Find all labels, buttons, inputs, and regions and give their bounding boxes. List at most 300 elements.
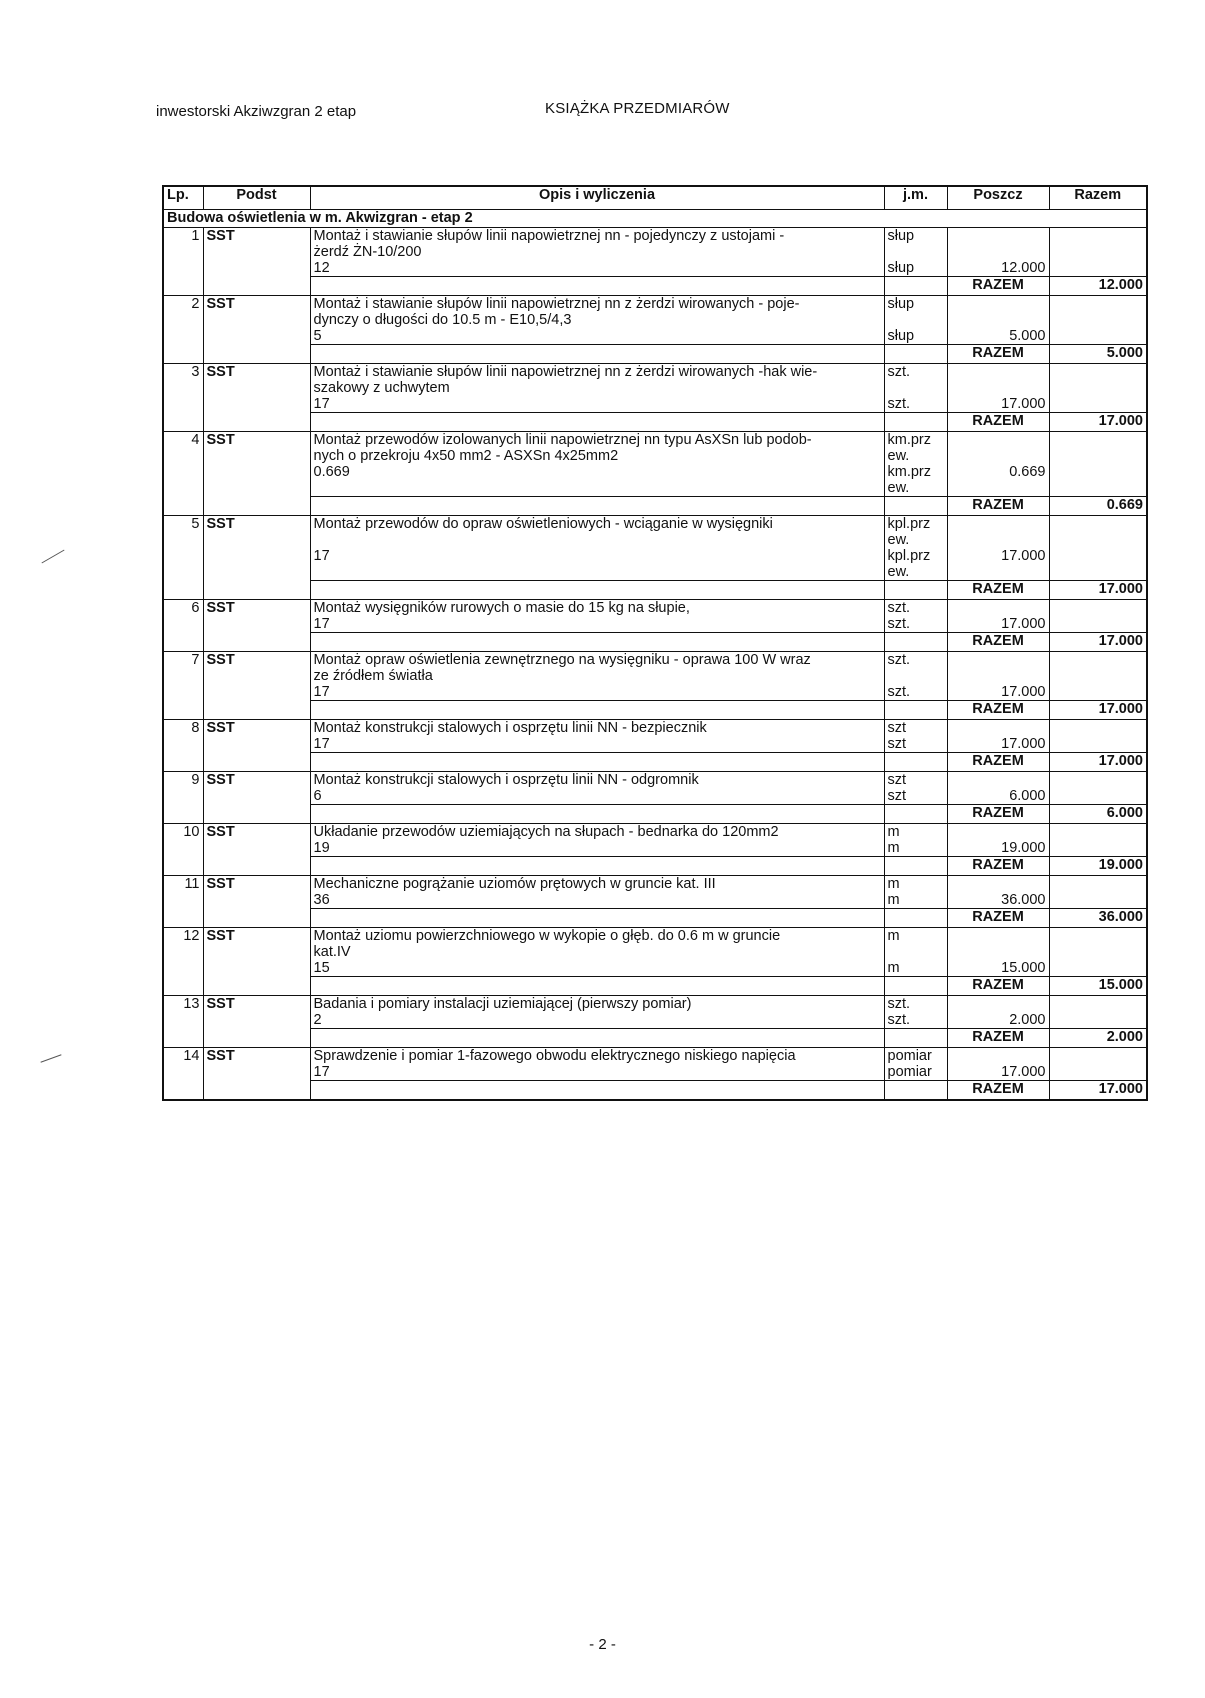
row-razem-empty <box>1049 432 1147 497</box>
row-razem-empty <box>1049 296 1147 345</box>
col-header-podst: Podst <box>203 186 310 210</box>
row-unit <box>884 720 947 753</box>
razem-row <box>163 857 1147 876</box>
razem-jm-empty <box>884 581 947 600</box>
row-razem-empty <box>1049 600 1147 633</box>
razem-value: 17.000 <box>1049 581 1147 600</box>
poszcz-spacer <box>951 652 1046 668</box>
poszcz-spacer <box>951 448 1046 464</box>
razem-jm-empty <box>884 909 947 928</box>
row-unit <box>884 928 947 977</box>
row-podst: SST <box>203 296 310 345</box>
description-line: 17 <box>313 396 330 412</box>
description-line <box>314 532 881 548</box>
description-line: 12 <box>313 260 330 276</box>
row-unit <box>884 772 947 805</box>
document-subtitle: inwestorski Akziwzgran 2 etap <box>156 103 357 120</box>
razem-lp-empty <box>163 345 203 364</box>
description-line: 19 <box>313 840 330 856</box>
poszcz-spacer <box>951 296 1046 312</box>
row-razem-empty <box>1049 928 1147 977</box>
razem-row <box>163 701 1147 720</box>
description-line: nych o przekroju 4x50 mm2 - ASXSn 4x25mm2 <box>313 448 619 464</box>
description-line: 5 <box>313 328 322 344</box>
row-description <box>310 876 884 909</box>
row-razem-empty <box>1049 652 1147 701</box>
unit-line: ew. <box>887 480 910 496</box>
row-description <box>310 996 884 1029</box>
razem-jm-empty <box>884 1029 947 1048</box>
razem-podst-empty <box>203 277 310 296</box>
poszcz-value: 17.000 <box>1001 736 1046 752</box>
razem-podst-empty <box>203 633 310 652</box>
row-poszcz <box>947 996 1049 1029</box>
razem-value: 12.000 <box>1049 277 1147 296</box>
razem-lp-empty <box>163 497 203 516</box>
description-line: 17 <box>313 736 330 752</box>
unit-line: szt <box>887 788 907 804</box>
description-line: Montaż wysięgników rurowych o masie do 15 kg na słupie, <box>313 600 690 616</box>
razem-podst-empty <box>203 753 310 772</box>
razem-opis-empty <box>310 1029 884 1048</box>
razem-jm-empty <box>884 345 947 364</box>
razem-label: RAZEM <box>947 581 1049 600</box>
poszcz-spacer <box>951 1048 1046 1064</box>
row-lp: 5 <box>163 516 203 581</box>
razem-opis-empty <box>310 497 884 516</box>
row-poszcz <box>947 772 1049 805</box>
poszcz-value: 36.000 <box>1001 892 1046 908</box>
col-header-razem: Razem <box>1049 186 1147 210</box>
razem-value: 19.000 <box>1049 857 1147 876</box>
description-line: szakowy z uchwytem <box>313 380 450 396</box>
table-row <box>163 432 1147 497</box>
row-razem-empty <box>1049 516 1147 581</box>
row-podst: SST <box>203 824 310 857</box>
page-number: - 2 - <box>589 1636 616 1653</box>
razem-lp-empty <box>163 277 203 296</box>
razem-jm-empty <box>884 977 947 996</box>
razem-podst-empty <box>203 701 310 720</box>
description-line: ze źródłem światła <box>313 668 433 684</box>
razem-opis-empty <box>310 857 884 876</box>
unit-line: m <box>887 928 900 944</box>
poszcz-value: 0.669 <box>1009 464 1046 480</box>
col-header-jm: j.m. <box>884 186 947 210</box>
row-poszcz <box>947 228 1049 277</box>
row-lp: 1 <box>163 228 203 277</box>
description-line: Montaż i stawianie słupów linii napowietrznej nn z żerdzi wirowanych -hak wie- <box>313 364 818 380</box>
poszcz-value: 19.000 <box>1001 840 1046 856</box>
razem-podst-empty <box>203 909 310 928</box>
unit-line: szt. <box>887 616 911 632</box>
razem-label: RAZEM <box>947 701 1049 720</box>
table-header-row <box>163 186 1147 210</box>
poszcz-spacer <box>951 228 1046 244</box>
description-line: Mechaniczne pogrążanie uziomów prętowych w gruncie kat. III <box>313 876 716 892</box>
row-podst: SST <box>203 1048 310 1081</box>
razem-opis-empty <box>310 277 884 296</box>
razem-lp-empty <box>163 909 203 928</box>
row-poszcz <box>947 876 1049 909</box>
row-poszcz <box>947 296 1049 345</box>
razem-lp-empty <box>163 1029 203 1048</box>
razem-lp-empty <box>163 857 203 876</box>
row-razem-empty <box>1049 364 1147 413</box>
table-row <box>163 772 1147 805</box>
row-poszcz <box>947 364 1049 413</box>
unit-line: szt <box>887 720 907 736</box>
unit-line: szt. <box>887 996 911 1012</box>
row-unit <box>884 296 947 345</box>
description-line: żerdź ŻN-10/200 <box>313 244 422 260</box>
razem-podst-empty <box>203 977 310 996</box>
poszcz-spacer <box>951 600 1046 616</box>
description-line: 6 <box>313 788 322 804</box>
row-poszcz <box>947 824 1049 857</box>
description-line: dynczy o długości do 10.5 m - E10,5/4,3 <box>313 312 572 328</box>
description-line: Montaż i stawianie słupów linii napowietrznej nn - pojedynczy z ustojami - <box>313 228 785 244</box>
unit-line: słup <box>887 260 915 276</box>
scan-mark <box>40 1054 61 1062</box>
poszcz-spacer <box>951 944 1046 960</box>
row-lp: 6 <box>163 600 203 633</box>
row-razem-empty <box>1049 996 1147 1029</box>
poszcz-spacer <box>951 720 1046 736</box>
row-razem-empty <box>1049 876 1147 909</box>
unit-line: szt. <box>887 600 911 616</box>
razem-label: RAZEM <box>947 1029 1049 1048</box>
razem-row <box>163 277 1147 296</box>
razem-value: 15.000 <box>1049 977 1147 996</box>
row-poszcz <box>947 720 1049 753</box>
boq-body <box>163 210 1147 1101</box>
razem-podst-empty <box>203 857 310 876</box>
row-unit <box>884 364 947 413</box>
document-title: KSIĄŻKA PRZEDMIARÓW <box>545 100 730 117</box>
section-title: Budowa oświetlenia w m. Akwizgran - etap 2 <box>163 210 1147 228</box>
row-podst: SST <box>203 876 310 909</box>
unit-line: ew. <box>887 564 910 580</box>
unit-line: pomiar <box>887 1048 932 1064</box>
row-unit <box>884 600 947 633</box>
razem-value: 17.000 <box>1049 701 1147 720</box>
row-lp: 13 <box>163 996 203 1029</box>
razem-jm-empty <box>884 805 947 824</box>
row-description <box>310 928 884 977</box>
razem-row <box>163 1029 1147 1048</box>
razem-row <box>163 497 1147 516</box>
razem-value: 5.000 <box>1049 345 1147 364</box>
razem-row <box>163 753 1147 772</box>
description-line: Montaż przewodów izolowanych linii napowietrznej nn typu AsXSn lub podob- <box>313 432 812 448</box>
poszcz-spacer <box>951 244 1046 260</box>
unit-line: pomiar <box>887 1064 932 1080</box>
row-description <box>310 296 884 345</box>
description-line: Montaż przewodów do opraw oświetleniowych - wciąganie w wysięgniki <box>313 516 773 532</box>
poszcz-value: 17.000 <box>1001 616 1046 632</box>
table-row <box>163 516 1147 581</box>
row-podst: SST <box>203 996 310 1029</box>
table-row <box>163 996 1147 1029</box>
row-poszcz <box>947 432 1049 497</box>
poszcz-spacer <box>951 928 1046 944</box>
table-row <box>163 364 1147 413</box>
boq-table <box>162 185 1148 1101</box>
razem-value: 6.000 <box>1049 805 1147 824</box>
description-line: 0.669 <box>313 464 350 480</box>
poszcz-value: 12.000 <box>1001 260 1046 276</box>
description-line: 36 <box>313 892 330 908</box>
poszcz-spacer <box>951 824 1046 840</box>
razem-value: 0.669 <box>1049 497 1147 516</box>
razem-opis-empty <box>310 753 884 772</box>
razem-podst-empty <box>203 345 310 364</box>
razem-lp-empty <box>163 1081 203 1101</box>
unit-line: szt. <box>887 396 911 412</box>
unit-line: kpl.prz <box>887 548 931 564</box>
razem-label: RAZEM <box>947 753 1049 772</box>
razem-opis-empty <box>310 701 884 720</box>
poszcz-spacer <box>951 876 1046 892</box>
razem-podst-empty <box>203 1081 310 1101</box>
razem-label: RAZEM <box>947 977 1049 996</box>
poszcz-spacer <box>951 364 1046 380</box>
poszcz-value: 17.000 <box>1001 548 1046 564</box>
row-unit <box>884 996 947 1029</box>
row-description <box>310 432 884 497</box>
row-lp: 14 <box>163 1048 203 1081</box>
table-row <box>163 652 1147 701</box>
unit-line <box>888 244 944 260</box>
razem-jm-empty <box>884 701 947 720</box>
razem-podst-empty <box>203 413 310 432</box>
razem-lp-empty <box>163 581 203 600</box>
table-row <box>163 1048 1147 1081</box>
poszcz-spacer <box>951 668 1046 684</box>
unit-line: m <box>887 824 900 840</box>
row-lp: 11 <box>163 876 203 909</box>
poszcz-value: 2.000 <box>1009 1012 1046 1028</box>
razem-opis-empty <box>310 413 884 432</box>
row-podst: SST <box>203 720 310 753</box>
row-lp: 7 <box>163 652 203 701</box>
poszcz-value: 17.000 <box>1001 1064 1046 1080</box>
unit-line: m <box>887 876 900 892</box>
unit-line: ew. <box>887 532 910 548</box>
description-line: 17 <box>313 1064 330 1080</box>
row-lp: 4 <box>163 432 203 497</box>
row-description <box>310 364 884 413</box>
table-row <box>163 600 1147 633</box>
row-poszcz <box>947 1048 1049 1081</box>
unit-line: m <box>887 840 900 856</box>
row-description <box>310 772 884 805</box>
row-unit <box>884 516 947 581</box>
poszcz-spacer <box>951 564 1046 580</box>
row-podst: SST <box>203 228 310 277</box>
razem-podst-empty <box>203 1029 310 1048</box>
unit-line <box>888 380 944 396</box>
unit-line: ew. <box>887 448 910 464</box>
description-line <box>314 564 881 580</box>
description-line: Montaż opraw oświetlenia zewnętrznego na wysięgniku - oprawa 100 W wraz <box>313 652 811 668</box>
razem-value: 17.000 <box>1049 1081 1147 1101</box>
razem-jm-empty <box>884 413 947 432</box>
scan-mark <box>41 550 64 564</box>
unit-line: słup <box>887 296 915 312</box>
poszcz-spacer <box>951 432 1046 448</box>
row-description <box>310 824 884 857</box>
razem-row <box>163 633 1147 652</box>
razem-podst-empty <box>203 581 310 600</box>
razem-value: 17.000 <box>1049 753 1147 772</box>
razem-row <box>163 977 1147 996</box>
poszcz-spacer <box>951 480 1046 496</box>
row-unit <box>884 876 947 909</box>
row-lp: 3 <box>163 364 203 413</box>
row-poszcz <box>947 928 1049 977</box>
row-razem-empty <box>1049 1048 1147 1081</box>
unit-line: szt <box>887 772 907 788</box>
unit-line: kpl.prz <box>887 516 931 532</box>
row-poszcz <box>947 600 1049 633</box>
razem-label: RAZEM <box>947 277 1049 296</box>
row-razem-empty <box>1049 228 1147 277</box>
razem-value: 17.000 <box>1049 633 1147 652</box>
unit-line <box>888 668 944 684</box>
description-line: Montaż konstrukcji stalowych i osprzętu linii NN - odgromnik <box>313 772 699 788</box>
unit-line: m <box>887 960 900 976</box>
description-line: Montaż uziomu powierzchniowego w wykopie o głęb. do 0.6 m w gruncie <box>313 928 781 944</box>
poszcz-spacer <box>951 772 1046 788</box>
unit-line: słup <box>887 228 915 244</box>
razem-jm-empty <box>884 633 947 652</box>
row-description <box>310 228 884 277</box>
section-row <box>163 210 1147 228</box>
row-lp: 8 <box>163 720 203 753</box>
razem-jm-empty <box>884 497 947 516</box>
razem-label: RAZEM <box>947 857 1049 876</box>
row-podst: SST <box>203 928 310 977</box>
unit-line: szt. <box>887 364 911 380</box>
table-row <box>163 720 1147 753</box>
row-poszcz <box>947 516 1049 581</box>
razem-label: RAZEM <box>947 805 1049 824</box>
unit-line: m <box>887 892 900 908</box>
razem-label: RAZEM <box>947 345 1049 364</box>
poszcz-spacer <box>951 516 1046 532</box>
poszcz-spacer <box>951 996 1046 1012</box>
razem-opis-empty <box>310 633 884 652</box>
description-line: 17 <box>313 616 330 632</box>
row-podst: SST <box>203 432 310 497</box>
unit-line <box>888 312 944 328</box>
description-line: 17 <box>313 684 330 700</box>
poszcz-spacer <box>951 380 1046 396</box>
poszcz-value: 17.000 <box>1001 396 1046 412</box>
poszcz-value: 5.000 <box>1009 328 1046 344</box>
row-description <box>310 516 884 581</box>
row-description <box>310 600 884 633</box>
row-podst: SST <box>203 652 310 701</box>
razem-lp-empty <box>163 805 203 824</box>
razem-label: RAZEM <box>947 1081 1049 1101</box>
row-podst: SST <box>203 516 310 581</box>
razem-opis-empty <box>310 909 884 928</box>
row-description <box>310 1048 884 1081</box>
razem-label: RAZEM <box>947 633 1049 652</box>
row-lp: 10 <box>163 824 203 857</box>
row-lp: 9 <box>163 772 203 805</box>
razem-label: RAZEM <box>947 497 1049 516</box>
razem-row <box>163 345 1147 364</box>
razem-opis-empty <box>310 581 884 600</box>
description-line: Układanie przewodów uziemiających na słupach - bednarka do 120mm2 <box>313 824 779 840</box>
razem-value: 36.000 <box>1049 909 1147 928</box>
row-unit <box>884 652 947 701</box>
razem-lp-empty <box>163 633 203 652</box>
razem-podst-empty <box>203 805 310 824</box>
razem-label: RAZEM <box>947 909 1049 928</box>
row-unit <box>884 1048 947 1081</box>
razem-lp-empty <box>163 977 203 996</box>
row-razem-empty <box>1049 824 1147 857</box>
row-podst: SST <box>203 600 310 633</box>
table-row <box>163 228 1147 277</box>
table-row <box>163 876 1147 909</box>
description-line: Montaż konstrukcji stalowych i osprzętu linii NN - bezpiecznik <box>313 720 707 736</box>
unit-line: szt. <box>887 684 911 700</box>
razem-jm-empty <box>884 277 947 296</box>
razem-opis-empty <box>310 805 884 824</box>
col-header-lp: Lp. <box>163 186 203 210</box>
row-description <box>310 652 884 701</box>
razem-label: RAZEM <box>947 413 1049 432</box>
razem-jm-empty <box>884 753 947 772</box>
unit-line: szt. <box>887 1012 911 1028</box>
row-podst: SST <box>203 364 310 413</box>
razem-opis-empty <box>310 1081 884 1101</box>
razem-lp-empty <box>163 753 203 772</box>
unit-line: km.prz <box>887 432 931 448</box>
razem-value: 17.000 <box>1049 413 1147 432</box>
description-line: Montaż i stawianie słupów linii napowietrznej nn z żerdzi wirowanych - poje- <box>313 296 800 312</box>
description-line: Badania i pomiary instalacji uziemiającej (pierwszy pomiar) <box>313 996 692 1012</box>
razem-jm-empty <box>884 1081 947 1101</box>
razem-jm-empty <box>884 857 947 876</box>
table-row <box>163 296 1147 345</box>
unit-line: słup <box>887 328 915 344</box>
razem-row <box>163 413 1147 432</box>
razem-value: 2.000 <box>1049 1029 1147 1048</box>
unit-line <box>888 944 944 960</box>
row-unit <box>884 824 947 857</box>
col-header-opis: Opis i wyliczenia <box>310 186 884 210</box>
poszcz-spacer <box>951 312 1046 328</box>
row-unit <box>884 228 947 277</box>
table-row <box>163 824 1147 857</box>
razem-row <box>163 581 1147 600</box>
poszcz-value: 6.000 <box>1009 788 1046 804</box>
razem-podst-empty <box>203 497 310 516</box>
row-razem-empty <box>1049 720 1147 753</box>
poszcz-value: 15.000 <box>1001 960 1046 976</box>
description-line: 2 <box>313 1012 322 1028</box>
col-header-poszcz: Poszcz <box>947 186 1049 210</box>
row-unit <box>884 432 947 497</box>
razem-lp-empty <box>163 413 203 432</box>
